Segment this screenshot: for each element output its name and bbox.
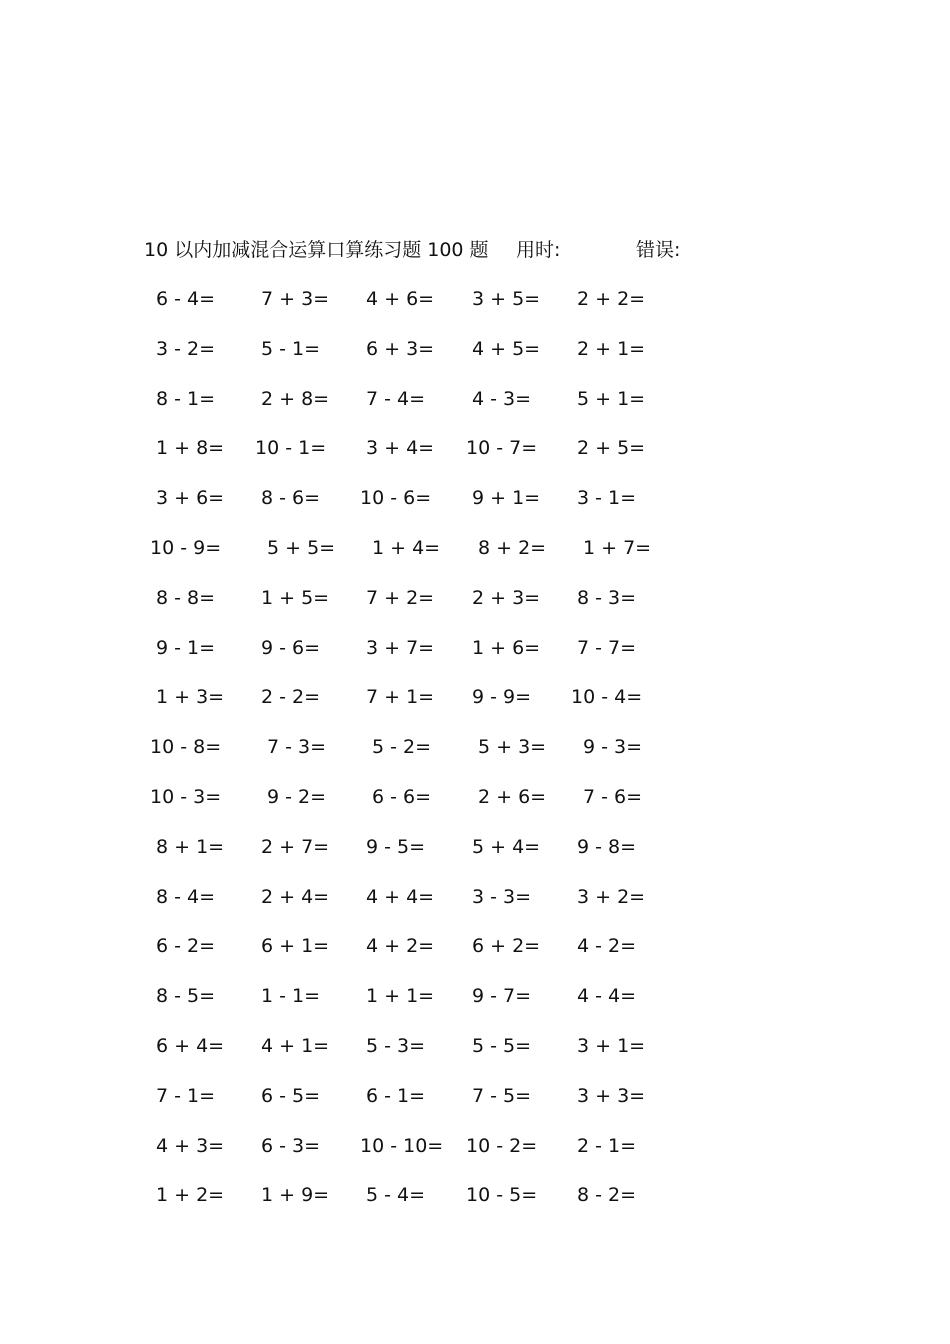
problem-item: 7 + 3= bbox=[261, 288, 330, 310]
problem-item: 7 + 1= bbox=[366, 686, 435, 709]
problem-item: 1 + 7= bbox=[583, 536, 652, 559]
problem-item: 6 - 3= bbox=[261, 1134, 321, 1157]
problem-item: 2 + 8= bbox=[261, 387, 330, 410]
problem-item: 2 - 2= bbox=[261, 686, 321, 709]
problem-row bbox=[150, 286, 710, 336]
problem-item: 10 - 1= bbox=[255, 437, 327, 460]
problem-item: 4 + 2= bbox=[366, 935, 435, 958]
problem-item: 10 - 10= bbox=[360, 1134, 444, 1157]
problem-item: 6 - 4= bbox=[156, 288, 216, 310]
problem-item: 8 + 1= bbox=[156, 835, 225, 858]
problem-item: 10 - 5= bbox=[466, 1184, 538, 1207]
problem-row bbox=[150, 435, 710, 485]
problem-item: 6 + 4= bbox=[156, 1034, 225, 1057]
problem-item: 2 + 3= bbox=[472, 586, 541, 609]
problem-row bbox=[150, 1083, 710, 1133]
problem-row bbox=[150, 635, 710, 685]
problem-item: 10 - 2= bbox=[466, 1134, 538, 1157]
problem-item: 5 + 3= bbox=[478, 736, 547, 759]
problem-item: 9 - 6= bbox=[261, 636, 321, 659]
problem-item: 10 - 4= bbox=[571, 686, 643, 709]
worksheet-title: 10 以内加减混合运算口算练习题 100 题 bbox=[144, 239, 489, 261]
problem-item: 2 + 1= bbox=[577, 337, 646, 360]
problem-item: 9 - 8= bbox=[577, 835, 637, 858]
problem-row bbox=[150, 386, 710, 436]
problem-item: 2 + 2= bbox=[577, 288, 646, 310]
problem-row bbox=[150, 884, 710, 934]
problem-item: 3 - 2= bbox=[156, 337, 216, 360]
problem-item: 7 - 1= bbox=[156, 1084, 216, 1107]
problem-item: 9 - 2= bbox=[267, 785, 327, 808]
problem-item: 4 + 4= bbox=[366, 885, 435, 908]
problem-item: 10 - 7= bbox=[466, 437, 538, 460]
problem-item: 8 - 4= bbox=[156, 885, 216, 908]
problem-item: 5 - 5= bbox=[472, 1034, 532, 1057]
problem-item: 9 - 1= bbox=[156, 636, 216, 659]
problem-item: 5 - 2= bbox=[372, 736, 432, 759]
problem-item: 3 - 1= bbox=[577, 487, 637, 510]
problem-item: 3 + 2= bbox=[577, 885, 646, 908]
problem-item: 5 - 4= bbox=[366, 1184, 426, 1207]
problem-item: 2 + 4= bbox=[261, 885, 330, 908]
problem-row bbox=[150, 1033, 710, 1083]
problem-item: 1 + 3= bbox=[156, 686, 225, 709]
problem-item: 6 + 1= bbox=[261, 935, 330, 958]
problem-row bbox=[150, 983, 710, 1033]
problem-item: 4 - 4= bbox=[577, 985, 637, 1008]
problem-item: 6 - 5= bbox=[261, 1084, 321, 1107]
problem-item: 4 + 6= bbox=[366, 288, 435, 310]
problem-item: 6 - 2= bbox=[156, 935, 216, 958]
problem-item: 3 + 6= bbox=[156, 487, 225, 510]
problem-row bbox=[150, 485, 710, 535]
problem-item: 8 - 2= bbox=[577, 1184, 637, 1207]
problem-item: 2 + 5= bbox=[577, 437, 646, 460]
problem-row bbox=[150, 336, 710, 386]
problem-item: 9 + 1= bbox=[472, 487, 541, 510]
problem-item: 3 + 3= bbox=[577, 1084, 646, 1107]
problem-item: 7 - 3= bbox=[267, 736, 327, 759]
problem-item: 2 - 1= bbox=[577, 1134, 637, 1157]
problem-item: 10 - 6= bbox=[360, 487, 432, 510]
problem-item: 4 + 5= bbox=[472, 337, 541, 360]
problem-item: 9 - 3= bbox=[583, 736, 643, 759]
problem-item: 7 + 2= bbox=[366, 586, 435, 609]
problem-row bbox=[150, 1133, 710, 1183]
problem-item: 9 - 9= bbox=[472, 686, 532, 709]
problem-row bbox=[150, 734, 710, 784]
worksheet-header bbox=[144, 236, 764, 264]
problem-item: 5 - 3= bbox=[366, 1034, 426, 1057]
problem-item: 1 + 5= bbox=[261, 586, 330, 609]
problem-item: 4 - 2= bbox=[577, 935, 637, 958]
problem-item: 5 - 1= bbox=[261, 337, 321, 360]
problem-item: 1 + 9= bbox=[261, 1184, 330, 1207]
problem-item: 2 + 7= bbox=[261, 835, 330, 858]
problem-item: 3 + 1= bbox=[577, 1034, 646, 1057]
problem-item: 8 - 5= bbox=[156, 985, 216, 1008]
problem-item: 8 - 1= bbox=[156, 387, 216, 410]
problem-item: 7 - 4= bbox=[366, 387, 426, 410]
problem-item: 1 + 4= bbox=[372, 536, 441, 559]
problem-item: 5 + 5= bbox=[267, 536, 336, 559]
problem-row bbox=[150, 585, 710, 635]
problem-item: 1 - 1= bbox=[261, 985, 321, 1008]
error-label: 错误: bbox=[636, 239, 681, 261]
problem-item: 10 - 3= bbox=[150, 785, 222, 808]
problem-item: 1 + 2= bbox=[156, 1184, 225, 1207]
problem-item: 3 - 3= bbox=[472, 885, 532, 908]
problem-item: 1 + 8= bbox=[156, 437, 225, 460]
problem-row bbox=[150, 933, 710, 983]
problem-item: 8 + 2= bbox=[478, 536, 547, 559]
problem-item: 3 + 4= bbox=[366, 437, 435, 460]
problem-item: 1 + 6= bbox=[472, 636, 541, 659]
problem-item: 9 - 7= bbox=[472, 985, 532, 1008]
problem-item: 1 + 1= bbox=[366, 985, 435, 1008]
problem-item: 5 + 1= bbox=[577, 387, 646, 410]
problem-item: 6 - 6= bbox=[372, 785, 432, 808]
problem-item: 3 + 5= bbox=[472, 288, 541, 310]
problem-item: 10 - 8= bbox=[150, 736, 222, 759]
time-label: 用时: bbox=[516, 239, 561, 261]
problem-item: 5 + 4= bbox=[472, 835, 541, 858]
problem-row bbox=[150, 535, 710, 585]
problem-item: 3 + 7= bbox=[366, 636, 435, 659]
problem-row bbox=[150, 684, 710, 734]
problem-item: 8 - 3= bbox=[577, 586, 637, 609]
problem-item: 8 - 8= bbox=[156, 586, 216, 609]
problem-item: 7 - 7= bbox=[577, 636, 637, 659]
problem-row bbox=[150, 834, 710, 884]
problem-item: 8 - 6= bbox=[261, 487, 321, 510]
problem-item: 6 + 3= bbox=[366, 337, 435, 360]
problem-item: 7 - 6= bbox=[583, 785, 643, 808]
problem-row bbox=[150, 1182, 710, 1232]
problem-row bbox=[150, 784, 710, 834]
problem-item: 6 + 2= bbox=[472, 935, 541, 958]
problem-item: 4 + 1= bbox=[261, 1034, 330, 1057]
problem-item: 10 - 9= bbox=[150, 536, 222, 559]
problem-item: 4 + 3= bbox=[156, 1134, 225, 1157]
problem-item: 6 - 1= bbox=[366, 1084, 426, 1107]
problem-item: 7 - 5= bbox=[472, 1084, 532, 1107]
problem-item: 4 - 3= bbox=[472, 387, 532, 410]
problem-item: 9 - 5= bbox=[366, 835, 426, 858]
problem-grid bbox=[150, 286, 710, 1232]
problem-item: 2 + 6= bbox=[478, 785, 547, 808]
